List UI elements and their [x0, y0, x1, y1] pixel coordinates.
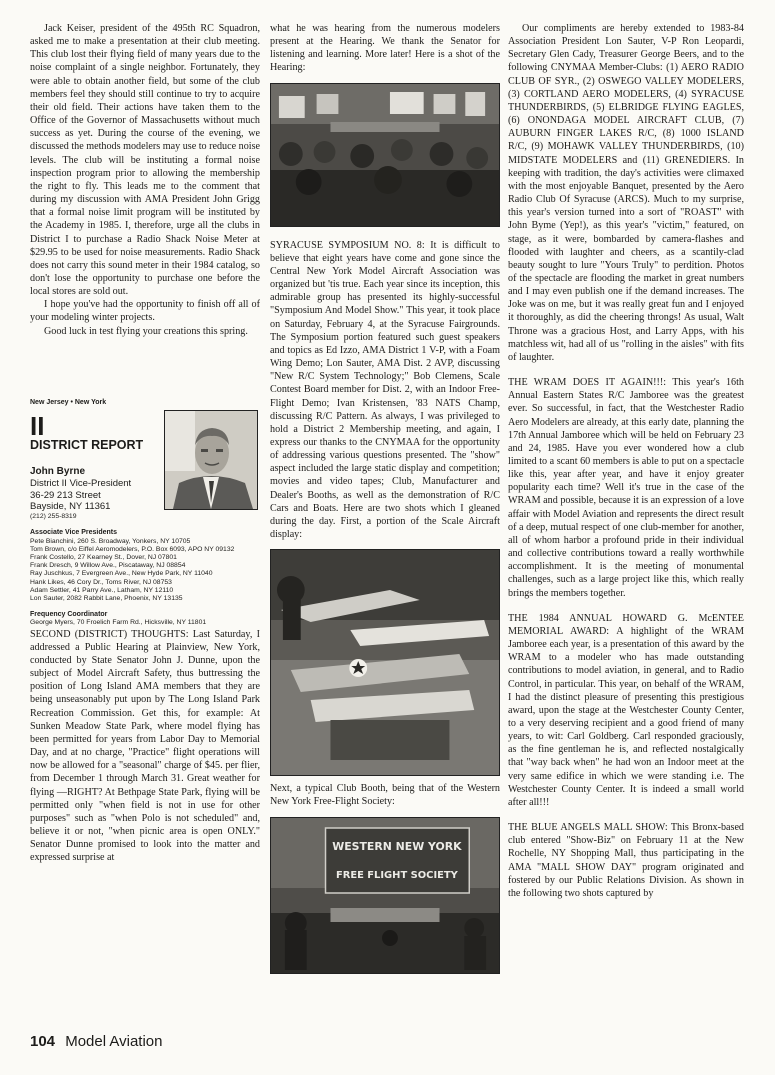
article-paragraph: Jack Keiser, president of the 495th RC Squadron, asked me to make a presentation at their club meeting. This club lost their flying field of many years due to the noise complaint of a single neighbor. Fortunately, they were able to obtain another field, but some of the club members feel they should still continue to try to acquire their old field. Their actions have taken them to the Office of the Governor of Massachusetts without much success as yet. During the course of the evening, we discussed the methods modelers may use to reduce noise levels. The club will be instituting a formal noise inspection program prior to allowing the membership the right to fly. This leads me to the comment that during my discussion with AMA President John Grigg that a formal noise limit program will be instituted by the Academy in 1985. I, therefore, urge all the clubs in District I to purchase a Radio Shack Noise Meter at $29.95 to be used for noise measurements. Radio Shack does not carry this sound meter in their 1984 catalog, so don't lose the opportunity to purchase one before the local stores are sold out. — [30, 23, 261, 298]
article-paragraph: SYRACUSE SYMPOSIUM NO. 8: It is difficult to believe that eight years have come and gone since the Central New York Model Aircraft Association was organized but 'tis true. Each year since its inception, this admirable group has presented its highly-successful "Symposium And Model Show." This year, it took place on Saturday, February 4, at the Syracuse Fairgrounds. The Symposium portion featured such guest speakers and topics as Ed Izzo, AMA District 1 V-P, with a Foam Wing Demo; Lon Sauter, AMA Dist. 2 AVP, discussing "New R/C System Technology;" Bob Clemens, Scale Contest Board member for Dist. 2, with an Indoor Free-Flight Demo; Ivan Kristensen, '83 NATS Champ, discussing R/C Pattern. As always, I was privileged to hold a District 2 Membership meeting, and again, I express our thanks to the CNYMAA for the opportunity of addressing various questions presented. The "show" aspect included the large static display and competition; movies and video tapes; Club, Manufacturer and Dealer's Booths, as well as the demonstration of R/C Cars and Boats. Here are two shots which I gleaned during the day. First, a portion of the Scale Aircraft display: — [270, 239, 500, 541]
article-paragraph: THE BLUE ANGELS MALL SHOW: This Bronx-based club entered "Show-Biz" on February 11 at the New Rochelle, NY Shopping Mall, thus participating in the AMA "MALL SHOW DAY" program originated and fostered by our Public Relations Division. As shown in the following two shots captured by — [508, 822, 744, 899]
district-states: New Jersey • New York — [30, 398, 107, 406]
article-paragraph: THE WRAM DOES IT AGAIN!!!: This year's 16th Annual Eastern States R/C Jamboree was the greatest ever. So successful, in fact, that the Westchester Radio Aero Modelers are already, at this early date, planning the 17th Annual Jamboree which will be held on February 23 and 24, 1985. Have you ever wondered how a club limited to a scant 60 members is able to put on a spectacle like this, year after year, and have it enjoy greater popularity each time? Well it's true in the case of the WRAM and possible, because it is an expression of a love affair with Model Aviation and represents the direct result of a deep, mutual respect of one club-member for another, all of whom harbor a profound pride in their individual and collective contributions toward a really worthwhile accomplishment. It is the meeting of monumental challenges, such as a large project like this, which really brings the members together. — [508, 377, 744, 599]
associate-item: Tom Brown, c/o Eiffel Aeromodelers, P.O. Box 6093, APO NY 09132 — [30, 545, 235, 553]
column-left — [30, 22, 260, 865]
frequency-coordinator — [30, 611, 260, 627]
associate-item: Adam Settler, 41 Parry Ave., Latham, NY 12110 — [30, 586, 174, 594]
vp-city: Bayside, NY 11361 — [30, 501, 111, 513]
frequency-heading: Frequency Coordinator — [30, 611, 108, 619]
district-report-header — [30, 396, 260, 628]
article-paragraph: SECOND (DISTRICT) THOUGHTS: Last Saturday, I addressed a Public Hearing at Plainview, New York, conducted by State Senator John J. Dunne, upon the subject of Model Aircraft Safety, thus buttressing the position of Long Island AMA members that they are being unseasonably put upon by The Long Island Park Recreation Commission. Get this, for example: At Sunken Meadow State Park, where model flying has been permitted for years from Labor Day to Memorial Day, and at no charge, "Practice" flight operations will now be allowed for a "seasonal" charge of $45. per flier, from December 1 through March 31. Great weather for flying —RIGHT? At Bethpage State Park, flying will be permitted only "when field is not in use for other purposes" such as "when Polo is not scheduled" and, believe it or not, "when picnic area is open ONLY." Senator Dunne promised to look into the matter and expressed surprise at — [30, 628, 260, 864]
associate-heading: Associate Vice Presidents — [30, 529, 118, 537]
magazine-title: Model Aviation — [65, 1033, 163, 1050]
vp-phone: (212) 255-8319 — [30, 513, 77, 521]
page-footer — [30, 1033, 163, 1050]
hearing-photo — [270, 83, 500, 227]
column-right — [508, 22, 744, 900]
club-booth-photo — [270, 817, 500, 974]
vice-president-portrait — [164, 410, 258, 510]
associate-vice-presidents — [30, 529, 260, 603]
article-paragraph: I hope you've had the opportunity to finish off all of your modeling winter projects. — [30, 299, 260, 324]
page-number: 104 — [30, 1033, 56, 1050]
district-number: II — [30, 410, 45, 441]
photo-caption: Next, a typical Club Booth, being that of the Western New York Free-Flight Society: — [270, 783, 500, 808]
article-paragraph: Our compliments are hereby extended to 1983-84 Association President Lon Sauter, V-P Ron Leopardi, Secretary Glen Cady, Treasurer George Beers, and to the following CNYMAA Member-Clubs: (1) AERO RADIO CLUB OF SYR., (2) OSWEGO VALLEY MODELERS, (3) CORTLAND AERO MODELERS, (4) SYRACUSE THUNDERBIRDS, (5) ELBRIDGE FLYING EAGLES, (6) ONONDAGA MODEL AIRCRAFT CLUB, (7) AUBURN FINGER LAKES R/C, (8) 1000 ISLAND R/C, (9) MOHAWK VALLEY THUNDERBIRDS, (10) MIDSTATE MODELERS and (11) GRENEDIERS. In keeping with tradition, the day's activities were climaxed with the most enjoyable Banquet, presented by the Aero Radio Club Of Syracuse (ARCS). Much to my surprise, this year's version turned into a sort of "ROAST" with John Byme (Yep!), as this year's "victim," featured, on stage, as it were, bombarded by camera-flashes and flooded with laughter and cheers, as a scantily-clad beauty sought to lure "Yours Truly" to perdition. Photos of the spectacle are flooding the market in great numbers and I may even publish one if the demand increases. The Joke was on me, but it was really great fun and I enjoyed it thoroughly, as did the cheering throngs! As usual, Walt Throne was a gracious Host, and Larry Apps, with his matchless wit, had all of us "rolling in the aisles" with fits of laughter. — [508, 23, 744, 363]
frequency-item: George Myers, 70 Froelich Farm Rd., Hicksville, NY 11801 — [30, 619, 207, 627]
associate-item: Ray Juschkus, 7 Evergreen Ave., New Hyde Park, NY 11040 — [30, 570, 213, 578]
associate-item: Hank Likes, 46 Cory Dr., Toms River, NJ 08753 — [30, 578, 172, 586]
district-title: DISTRICT REPORT — [30, 437, 144, 452]
scale-aircraft-photo — [270, 549, 500, 776]
vp-name: John Byrne — [30, 466, 86, 478]
vp-street: 36-29 213 Street — [30, 489, 101, 501]
associate-item: Frank Costello, 27 Kearney St., Dover, NJ 07801 — [30, 554, 177, 562]
associate-item: Frank Dresch, 9 Willow Ave., Piscataway, NJ 08854 — [30, 562, 186, 570]
vp-role: District II Vice-President — [30, 477, 132, 489]
article-paragraph: Good luck in test flying your creations this spring. — [44, 325, 248, 337]
associate-item: Pete Bianchini, 260 S. Broadway, Yonkers, NY 10705 — [30, 537, 191, 545]
column-middle — [270, 22, 500, 980]
article-paragraph: what he was hearing from the numerous modelers present at the Hearing. We thank the Senator for listening and learning. More later! Here is a shot of the Hearing: — [270, 23, 500, 74]
associate-item: Lon Sauter, 2082 Rabbit Lane, Phoenix, NY 13135 — [30, 595, 183, 603]
article-paragraph: THE 1984 ANNUAL HOWARD G. McENTEE MEMORIAL AWARD: A highlight of the WRAM Jamboree each year, is a presentation of this award by the WRAM to a modeler who has made outstanding contributions to model aviation, in general, and to Radio Control, in particular. This year, on behalf of the WRAM, I had the distinct pleasure of presenting this prestigious award, upon the stage at the Westchester County Center, to a very deserving recipient and a good friend of many years, to wit: Carl Goldberg. Carl responded graciously, as the fine gentleman he is, and reflected nostalgically that "way back when" he had won an Indoor meet at the very same edifice in which we were standing i.e. The Westchester County Center. It is indeed a small world after all!!! — [508, 612, 744, 808]
banner-line-2: FREE FLIGHT SOCIETY — [335, 869, 458, 881]
banner-line-1: WESTERN NEW YORK — [332, 839, 462, 853]
